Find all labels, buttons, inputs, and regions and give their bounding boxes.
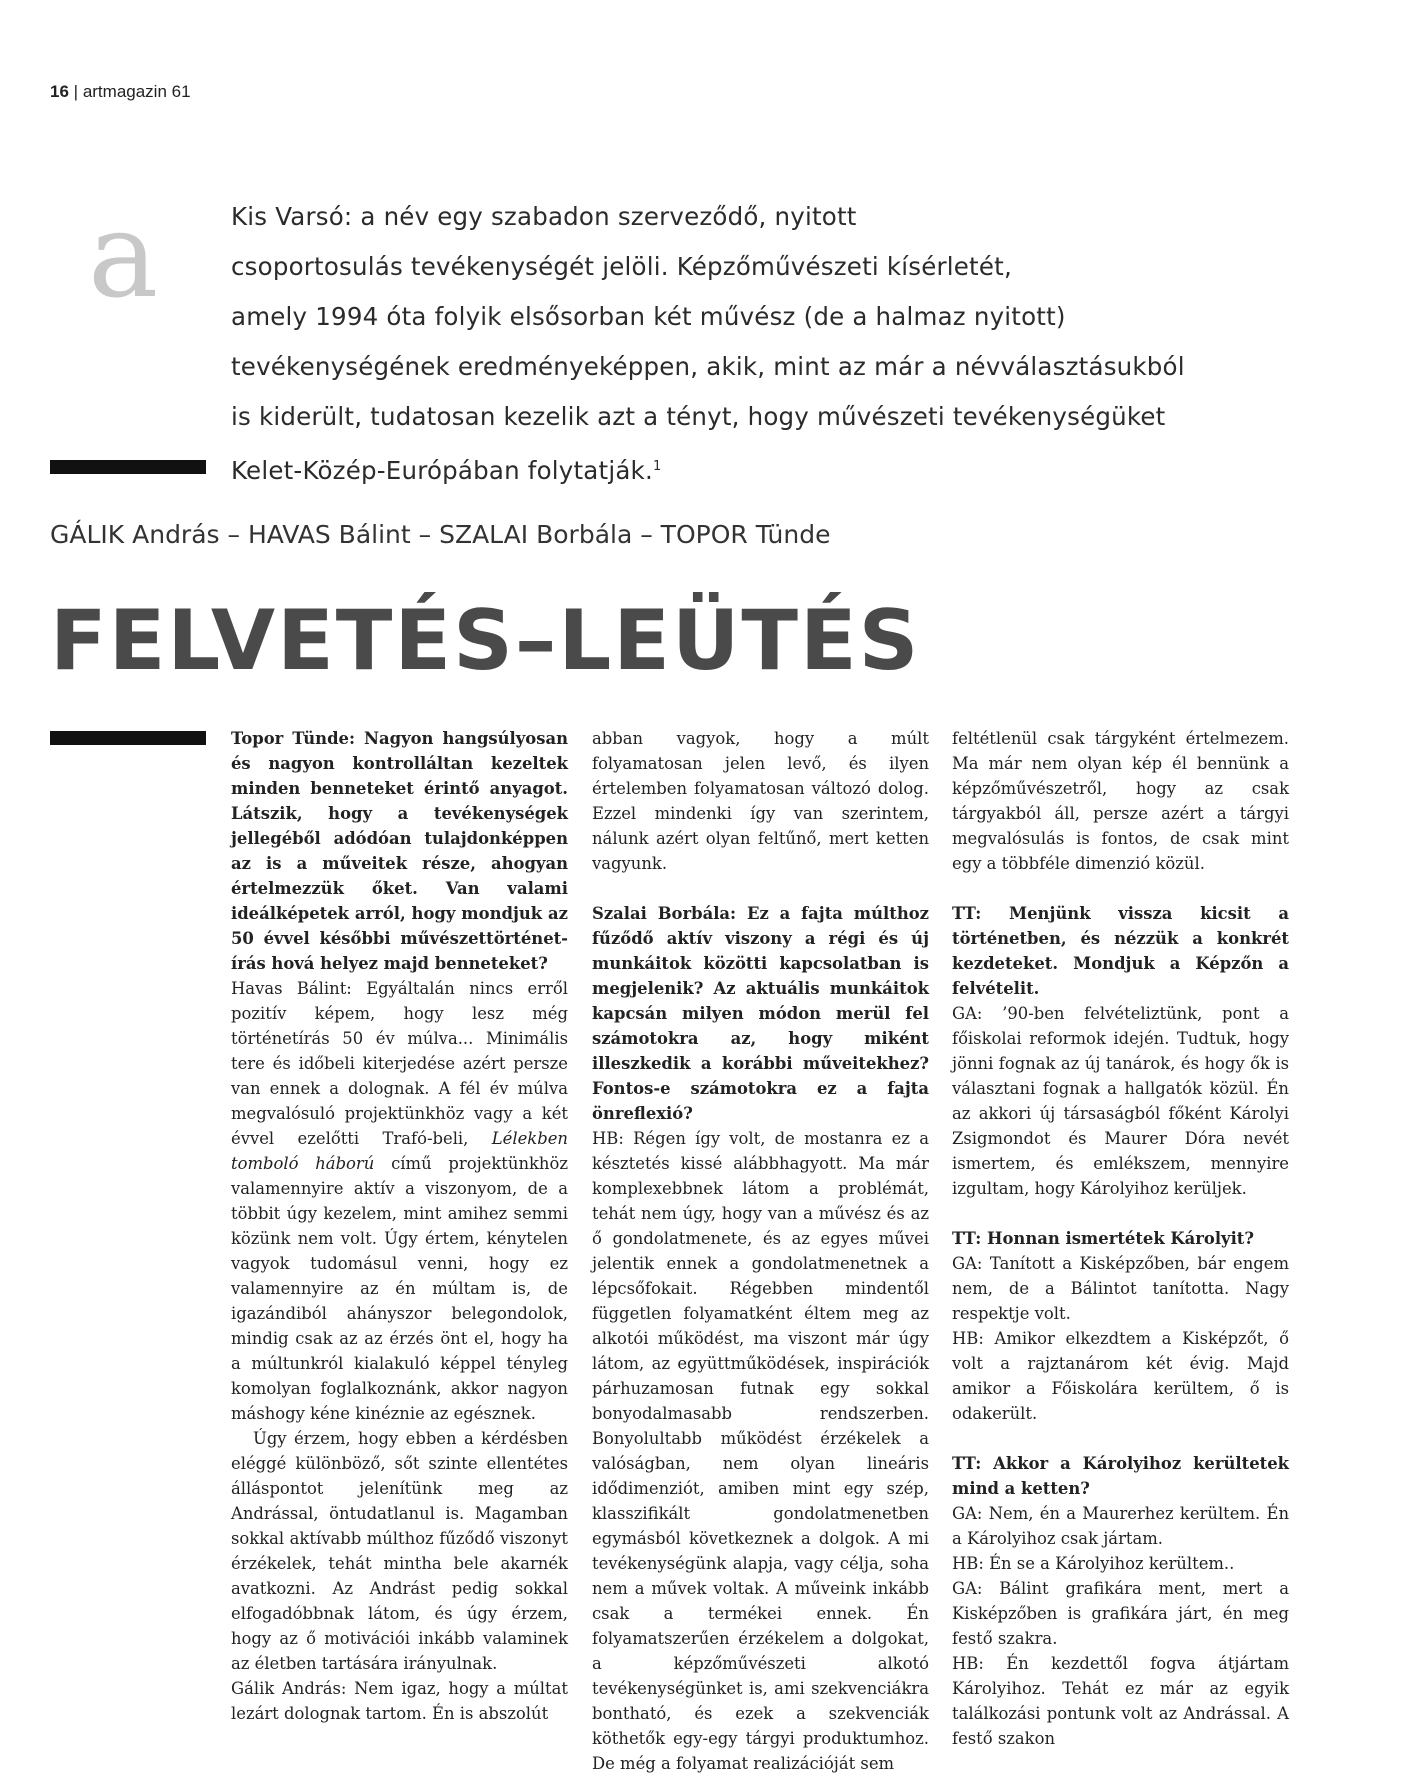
folio-separator: | (73, 82, 79, 101)
article-title: FELVETÉS–LEÜTÉS (50, 592, 921, 689)
interview-answer: abban vagyok, hogy a múlt folyamatosan jelen levő, és ilyen értelemben folyamatosan változó dolog. Ezzel mindenki így van szerintem, nálunk azért olyan feltűnő, mert ketten vagyunk. (592, 729, 929, 873)
interview-answer: HB: Én se a Károlyihoz kerültem.. (952, 1554, 1235, 1573)
decorative-bar-top (50, 460, 206, 474)
text-column-1 (231, 726, 568, 1726)
lead-line-text: Kelet-Közép-Európában folytatják. (231, 456, 653, 486)
interview-answer: HB: Én kezdettől fogva átjártam Károlyihoz. Tehát ez már az egyik találkozási pontunk volt az Andrással. A festő szakon (952, 1654, 1289, 1748)
interview-question: TT: Menjünk vissza kicsit a történetben, és nézzük a konkrét kezdeteket. Mondjuk a Képzőn a felvételit. (952, 904, 1289, 998)
lead-line: amely 1994 óta folyik elsősorban két művész (de a halmaz nyitott) (231, 302, 1066, 331)
decorative-dropcap: a (88, 186, 159, 324)
interview-answer: GA: ’90-ben felvételiztünk, pont a főiskolai reformok idején. Tudtuk, hogy jönni fognak az új tanárok, és hogy ők is választani fognak a hallgatók közül. Én az akkori új társaságból főként Károlyi Zsigmondot és Maurer Dóra nevét ismertem, és emlékszem, mennyire izgultam, hogy Károlyihoz kerüljek. (952, 1004, 1289, 1198)
interview-question: TT: Akkor a Károlyihoz kerültetek mind a ketten? (952, 1454, 1289, 1498)
decorative-bar-body (50, 731, 206, 745)
page-number: 16 (50, 82, 69, 101)
interview-answer: GA: Bálint grafikára ment, mert a Kisképzőben is grafikára járt, én meg festő szakra. (952, 1579, 1289, 1648)
interview-answer: feltétlenül csak tárgyként értelmezem. Ma már nem olyan kép él bennünk a képzőművészetről, hogy az csak tárgyakból áll, persze azért a tárgyi megvalósulás is fontos, de csak mint egy a többféle dimenzió közül. (952, 729, 1289, 873)
answer-text-part: című projektünkhöz valamennyire aktív a viszonyom, de a többit úgy kezelem, mint amihez semmi közünk nem volt. Úgy értem, kénytelen vagyok tudomásul venni, hogy ez valamennyire az én múltam is, de igazándiból ahányszor belegondolok, mindig csak az az érzés önt el, hogy ha a múltunkról kialakuló képpel tényleg komolyan foglalkoznánk, akkor nagyon máshogy kéne kinéznie az egésznek. (231, 1154, 568, 1423)
interview-answer (231, 976, 568, 1426)
lead-paragraph (231, 192, 1191, 496)
interview-answer: GA: Nem, én a Maurerhez kerültem. Én a Károlyihoz csak jártam. (952, 1504, 1289, 1548)
page-folio (50, 82, 191, 102)
interview-answer: HB: Régen így volt, de mostanra ez a késztetés kissé alábbhagyott. Ma már komplexebbnek látom a problémát, tehát nem úgy, hogy van a művész és az ő gondolatmenete, és az egyes művei jelentik ennek a gondolatmenetnek a lépcsőfokait. Régebben mindentől független folyamatként éltem meg az alkotói működést, ma viszont már úgy látom, az együttműködések, inspirációk párhuzamosan futnak egy sokkal bonyodalmasabb rendszerben. Bonyolultabb működést érzékelek a valóságban, nem olyan lineáris idődimenziót, amiben mint egy szép, klasszifikált gondolatmenetben egymásból következnek a dolgok. A mi tevékenységünk alapja, vagy célja, soha nem a művek voltak. A műveink inkább csak a termékei ennek. Én folyamatszerűen érzékelem a dolgokat, a képzőművészeti alkotó tevékenységünket is, ami szekvenciákra bontható, és ezek a szekvenciák köthetők egy-egy tárgyi produktumhoz. De még a folyamat realizációját sem (592, 1129, 929, 1773)
magazine-name: artmagazin 61 (82, 82, 191, 101)
lead-line: csoportosulás tevékenységét jelöli. Képzőművészeti kísérletét, (231, 252, 1012, 281)
interview-answer: Gálik András: Nem igaz, hogy a múltat lezárt dolognak tartom. Én is abszolút (231, 1679, 568, 1723)
interview-answer: GA: Tanított a Kisképzőben, bár engem nem, de a Bálintot tanította. Nagy respektje volt. (952, 1254, 1289, 1323)
text-column-3 (952, 726, 1289, 1751)
interview-question: Szalai Borbála: Ez a fajta múlthoz fűződő aktív viszony a régi és új munkáitok közötti kapcsolatban is megjelenik? Az aktuális munkáitok kapcsán milyen módon merül fel számotokra az, hogy miként illeszkedik a korábbi műveitekhez? Fontos-e számotokra ez a fajta önreflexió? (592, 904, 929, 1123)
interview-question: Topor Tünde: Nagyon hangsúlyosan és nagyon kontrolláltan kezeltek minden benneteket érintő anyagot. Látszik, hogy a tevékenységek jellegéből adódóan tulajdonképpen az is a műveitek része, ahogyan értelmezzük őket. Van valami ideálképetek arról, hogy mondjuk az 50 évvel későbbi művészettörténet-írás hová helyez majd benneteket? (231, 729, 568, 973)
text-column-2 (592, 726, 929, 1776)
lead-line: is kiderült, tudatosan kezelik azt a tényt, hogy művészeti tevékenységüket (231, 402, 1166, 431)
article-authors: GÁLIK András – HAVAS Bálint – SZALAI Borbála – TOPOR Tünde (50, 520, 831, 549)
lead-line: tevékenységének eredményeképpen, akik, mint az már a névválasztásukból (231, 352, 1185, 381)
lead-line: Kis Varsó: a név egy szabadon szerveződő, nyitott (231, 202, 857, 231)
lead-line-last (231, 442, 1191, 496)
artwork-title: Lélekben tomboló háború (231, 1129, 568, 1173)
answer-text-part: Havas Bálint: Egyáltalán nincs erről pozitív képem, hogy lesz még történetírás 50 év múlva... Minimális tere és időbeli kiterjedése azért persze van ennek a dolognak. A fél év múlva megvalósuló projektünkhöz vagy a két évvel ezelőtti Trafó-beli, (231, 979, 568, 1148)
footnote-marker: 1 (652, 459, 662, 474)
interview-answer: HB: Amikor elkezdtem a Kisképzőt, ő volt a rajztanárom két évig. Majd amikor a Főiskolára kerültem, ő is odakerült. (952, 1329, 1289, 1423)
interview-question: TT: Honnan ismertétek Károlyit? (952, 1229, 1254, 1248)
interview-answer: Úgy érzem, hogy ebben a kérdésben eléggé különböző, sőt szinte ellentétes álláspontot jelenítünk meg az Andrással, öntudatlanul is. Magamban sokkal aktívabb múlthoz fűződő viszonyt érzékelek, tehát mintha bele akarnék avatkozni. Az Andrást pedig sokkal elfogadóbbnak látom, és úgy érzem, hogy az ő motivációi inkább valaminek az életben tartására irányulnak. (231, 1429, 568, 1673)
